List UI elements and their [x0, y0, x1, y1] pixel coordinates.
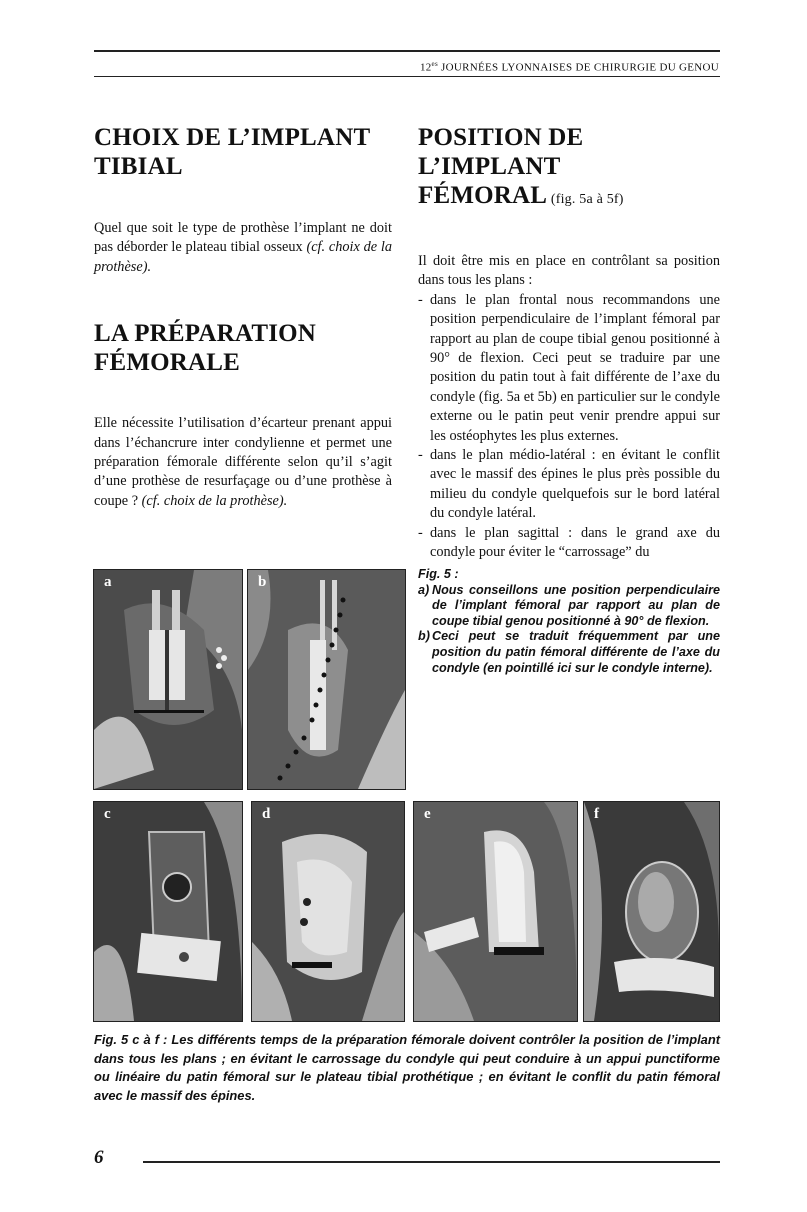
figure-5-c-f-caption: Fig. 5 c à f : Les différents temps de la préparation fémorale doivent contrôler la position de l’implant dans tous les plans ; en évitant le carrossage du condyle qui peut conduire à un appui punctiforme ou linéaire du patin fémoral sur le plateau tibial prothétique ; en évitant le conflit du patin fémoral avec le massif des épines.	[94, 1032, 720, 1103]
surgical-photo-image	[584, 802, 719, 1021]
caption-item-text: Ceci peut se traduit fréquemment par une position du patin fémoral différente de l’axe du condyle (en pointillé ici sur le condyle interne).	[432, 629, 720, 675]
photo-d	[251, 801, 405, 1022]
figure-5-caption	[418, 567, 720, 676]
photo-label: f	[594, 806, 599, 822]
heading-position-implant-femoral	[418, 123, 720, 214]
heading-preparation-femorale	[94, 319, 392, 377]
heading-line: FÉMORAL	[418, 182, 548, 209]
photo-f	[583, 801, 720, 1022]
heading-line: TIBIAL	[94, 153, 183, 180]
heading-line: POSITION DE L’IMPLANT	[418, 124, 584, 180]
surgical-photo-image	[94, 802, 242, 1021]
surgical-photo-image	[414, 802, 577, 1021]
caption-item-text: Nous conseillons une position perpendiculaire de l’implant fémoral par rapport au plan de coupe tibial genou positionné à 90° de flexion.	[432, 582, 720, 628]
paragraph-preparation-femorale	[94, 414, 392, 511]
photo-label: b	[258, 574, 267, 590]
heading-choix-implant-tibial	[94, 123, 392, 181]
heading-line: LA PRÉPARATION	[94, 320, 317, 348]
list-item: - dans le plan frontal nous recommandons une position perpendiculaire de l’implant fémoral par rapport au plan de coupe tibial genou positionné à 90° de flexion. Ceci peut se traduire par une position du patin tout à fait différente de l’axe du condyle (fig. 5a et 5b) en particulier sur le condyle externe ou le patin peut venir prendre appui sur les ostéophytes les plus externes.	[418, 291, 720, 446]
list-item: - dans le plan médio-latéral : en évitant le conflit avec le massif des épines le plus près possible du milieu du condyle quelquefois sur le bord latéral du condyle latéral.	[418, 446, 720, 524]
photo-label: e	[424, 806, 431, 822]
paragraph-position-intro: Il doit être mis en place en contrôlant sa position dans tous les plans :	[418, 253, 720, 289]
running-header	[420, 60, 719, 74]
heading-line: FÉMORALE	[94, 349, 241, 377]
paragraph-implant-tibial	[94, 219, 392, 277]
left-column	[94, 123, 392, 511]
header-superscript: es	[431, 60, 438, 68]
footer-rule	[143, 1161, 720, 1163]
header-bottom-rule	[94, 76, 720, 77]
photo-a	[93, 569, 243, 790]
paragraph-text: Quel que soit le type de prothèse l’implant ne doit pas déborder le plateau tibial osseux	[94, 220, 392, 256]
paragraph-text: Elle nécessite l’utilisation d’écarteur prenant appui dans l’échancrure inter condylienne et permet une préparation fémorale différente selon qu’il s’agit d’une prothèse de resurfaçage ou d’une prothèse à coupe ?	[94, 415, 392, 509]
surgical-photo-image	[94, 570, 242, 789]
photo-label: d	[262, 806, 271, 822]
photo-b	[247, 569, 406, 790]
heading-line: CHOIX DE L’IMPLANT	[94, 124, 371, 151]
figure-caption-item	[418, 629, 720, 676]
photo-c	[93, 801, 243, 1022]
position-plan-list	[418, 291, 720, 563]
page-number: 6	[94, 1147, 104, 1168]
right-column	[418, 123, 720, 563]
paragraph-reference: (cf. choix de la prothèse).	[94, 239, 392, 275]
paragraph-reference: (cf. choix de la prothèse).	[141, 492, 288, 509]
list-item: - dans le plan sagittal : dans le grand axe du condyle pour éviter le “carrossage” du	[418, 524, 720, 563]
caption-item-key: b)	[418, 629, 430, 644]
header-prefix: 12	[419, 61, 432, 74]
figure-caption-item	[418, 583, 720, 630]
surgical-photo-image	[248, 570, 405, 789]
heading-figure-ref: (fig. 5a à 5f)	[547, 192, 624, 207]
surgical-photo-image	[252, 802, 404, 1021]
figure-caption-title: Fig. 5 :	[418, 567, 459, 581]
photo-e	[413, 801, 578, 1022]
header-top-rule	[94, 50, 720, 52]
photo-label: c	[104, 806, 111, 822]
caption-item-key: a)	[418, 582, 430, 597]
header-title: JOURNÉES LYONNAISES DE CHIRURGIE DU GENOU	[441, 61, 719, 74]
photo-label: a	[104, 574, 112, 590]
